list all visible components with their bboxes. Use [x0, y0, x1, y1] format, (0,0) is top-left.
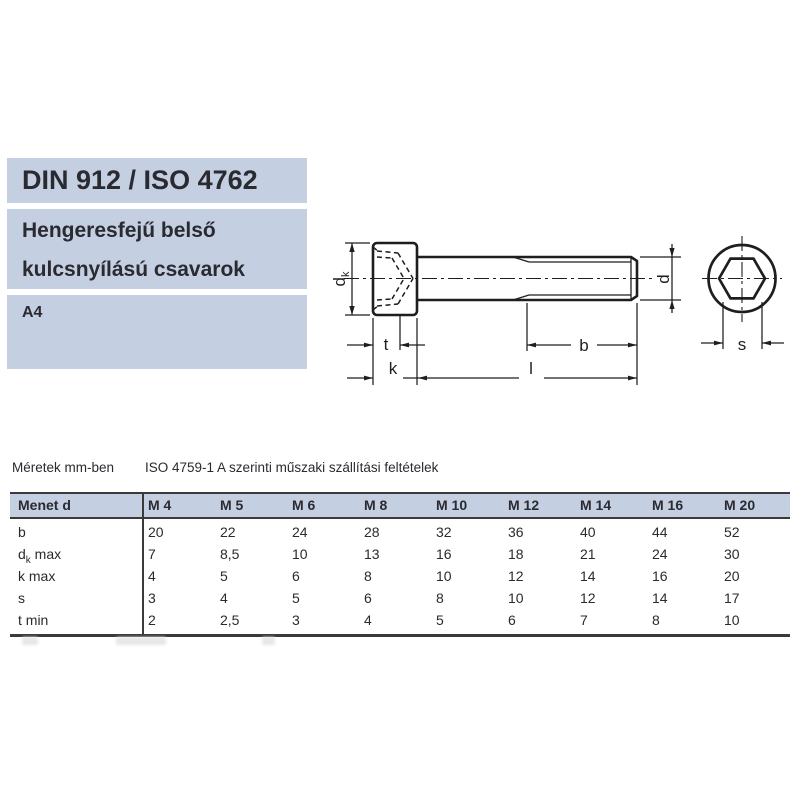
row-label: t min	[18, 612, 49, 628]
dimension-value: 5	[292, 590, 300, 606]
faint-cropped-text	[262, 637, 275, 645]
dimension-value: 3	[148, 590, 156, 606]
dimension-value: 17	[724, 590, 740, 606]
dimension-value: 2	[148, 612, 156, 628]
col-header-size: M 8	[364, 497, 388, 513]
table-header-row	[10, 494, 790, 519]
col-header-size: M 16	[652, 497, 684, 513]
dimension-value: 21	[580, 546, 596, 562]
dimension-value: 18	[508, 546, 524, 562]
col-header-size: M 20	[724, 497, 756, 513]
subtitle-line-1: Hengeresfejű belső	[22, 219, 216, 242]
dimension-value: 30	[724, 546, 740, 562]
dimension-value: 2,5	[220, 612, 240, 628]
dim-label-t: t	[383, 335, 389, 354]
table-row	[10, 565, 790, 587]
dimension-value: 28	[364, 524, 380, 540]
dimension-value: 7	[148, 546, 156, 562]
dimension-value: 4	[364, 612, 372, 628]
dimensions-table	[10, 492, 790, 637]
table-column-divider	[142, 494, 144, 634]
delivery-conditions-note: ISO 4759-1 A szerinti műszaki szállítási feltételek	[145, 460, 439, 475]
dim-label-dk: $d_k$	[330, 271, 352, 287]
dimension-value: 10	[724, 612, 740, 628]
col-header-size: M 6	[292, 497, 316, 513]
dimension-value: 8,5	[220, 546, 240, 562]
table-row	[10, 609, 790, 631]
row-label: k max	[18, 568, 56, 584]
technical-drawing	[325, 228, 795, 398]
table-body	[10, 519, 790, 634]
dimension-value: 10	[436, 568, 452, 584]
faint-cropped-text	[22, 637, 38, 645]
dimension-value: 22	[220, 524, 236, 540]
dimension-value: 10	[292, 546, 308, 562]
col-header-size: M 14	[580, 497, 612, 513]
subtitle-line-2: kulcsnyílású csavarok	[22, 258, 245, 281]
dim-label-k: k	[388, 359, 398, 378]
dimension-value: 40	[580, 524, 596, 540]
dimension-value: 4	[148, 568, 156, 584]
col-header-size: M 5	[220, 497, 244, 513]
dimension-value: 14	[580, 568, 596, 584]
dimension-value: 8	[436, 590, 444, 606]
dim-label-l: l	[529, 359, 533, 378]
dimension-value: 8	[652, 612, 660, 628]
col-header-size: M 10	[436, 497, 468, 513]
dimension-value: 44	[652, 524, 668, 540]
dimension-value: 10	[508, 590, 524, 606]
material-grade: A4	[7, 295, 307, 369]
col-header-size: M 12	[508, 497, 540, 513]
dimension-value: 16	[436, 546, 452, 562]
dimension-value: 7	[580, 612, 588, 628]
dim-label-s: s	[737, 335, 747, 354]
col-header-thread: Menet d	[18, 497, 71, 513]
dimension-value: 24	[292, 524, 308, 540]
dimension-value: 6	[364, 590, 372, 606]
dimension-value: 8	[364, 568, 372, 584]
dimension-value: 3	[292, 612, 300, 628]
dimension-value: 36	[508, 524, 524, 540]
dimension-value: 20	[148, 524, 164, 540]
product-subtitle	[7, 209, 307, 289]
units-note: Méretek mm-ben	[12, 460, 115, 475]
dimension-value: 24	[652, 546, 668, 562]
dimension-value: 52	[724, 524, 740, 540]
dimension-value: 6	[508, 612, 516, 628]
table-notes	[12, 460, 792, 478]
dimension-value: 5	[220, 568, 228, 584]
dimension-value: 6	[292, 568, 300, 584]
table-row	[10, 587, 790, 609]
dimension-value: 12	[508, 568, 524, 584]
row-label: $d_k$ max	[18, 546, 62, 566]
dim-label-d: d	[654, 274, 673, 284]
standard-title: DIN 912 / ISO 4762	[7, 158, 307, 203]
dimension-value: 16	[652, 568, 668, 584]
dimension-value: 32	[436, 524, 452, 540]
col-header-size: M 4	[148, 497, 172, 513]
dimension-value: 12	[580, 590, 596, 606]
dimension-value: 14	[652, 590, 668, 606]
row-label: b	[18, 524, 26, 540]
table-row	[10, 543, 790, 565]
table-row	[10, 521, 790, 543]
faint-cropped-text	[116, 637, 166, 645]
dimension-value: 4	[220, 590, 228, 606]
row-label: s	[18, 590, 25, 606]
dimension-value: 13	[364, 546, 380, 562]
dim-label-b: b	[579, 336, 589, 355]
dimension-value: 20	[724, 568, 740, 584]
dimension-value: 5	[436, 612, 444, 628]
